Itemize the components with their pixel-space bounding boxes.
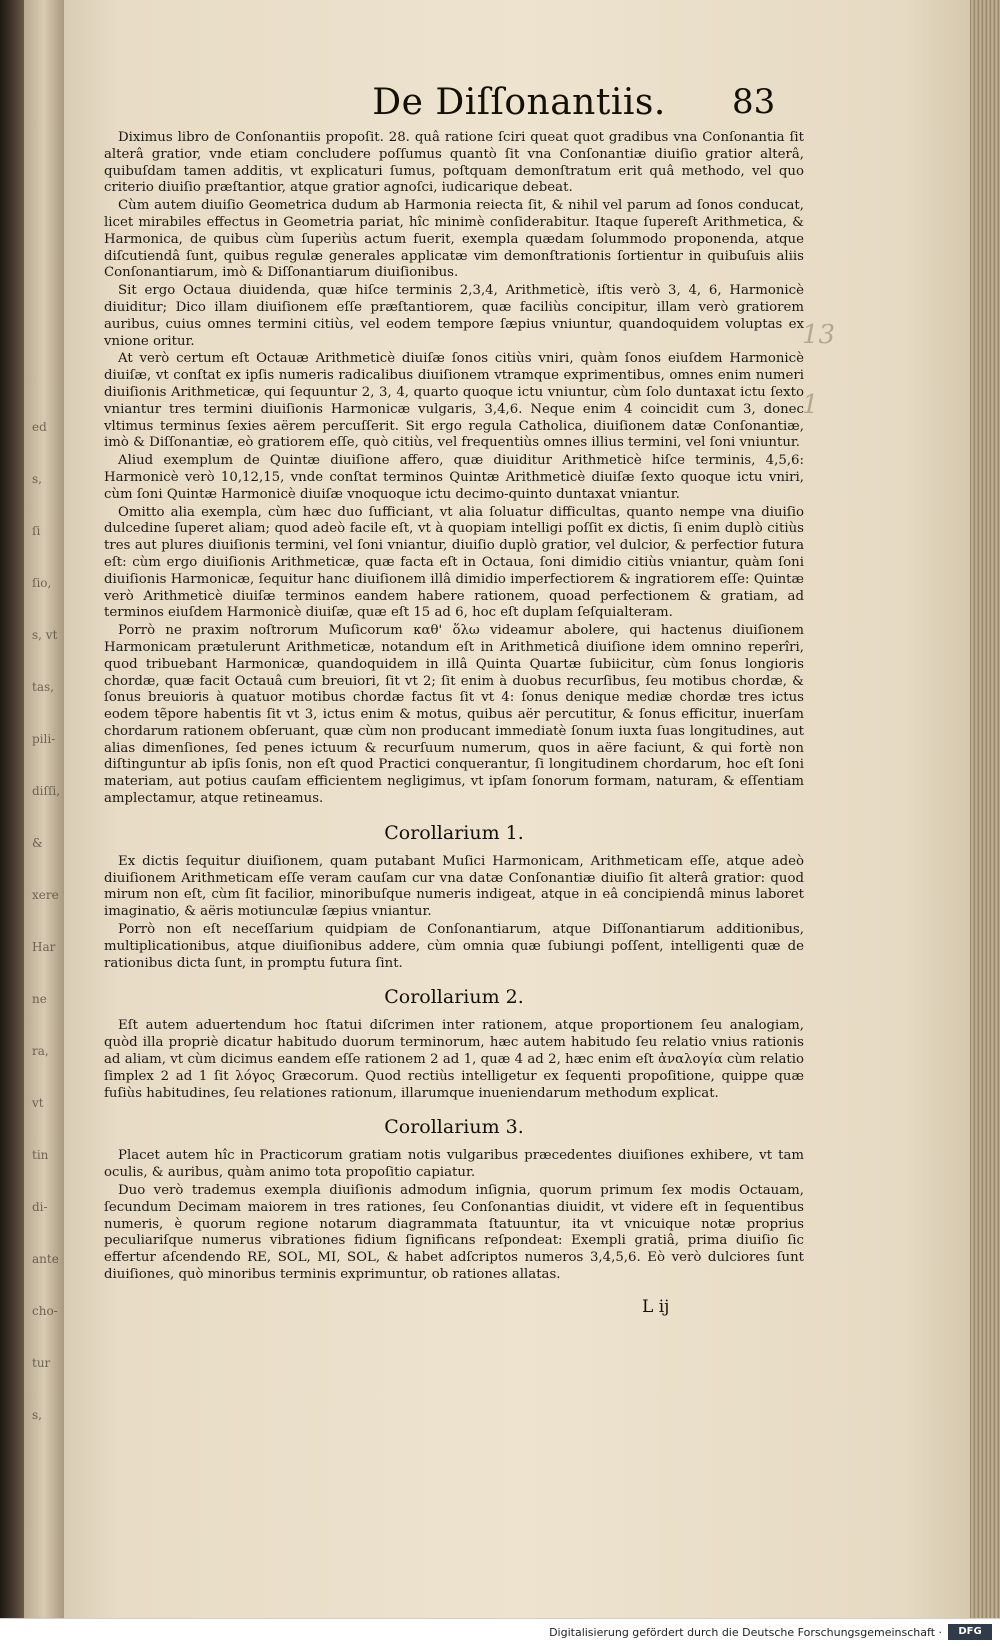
paragraph: Omitto alia exempla, cùm hæc duo ſufficiant, vt alia ſoluatur difficultas, quanto nempe vna diuiſio dulcedine ſuperet aliam; quod adeò facile eſt, vt à quopiam intelligi poſſit ex dictis, ſi enim duplò citiùs tres aut plures diuiſionis termini, vel ſoni vniantur, diuiſio duplò gratior, vel dulcior, & perfectior futura eſt: cùm ergo diuiſionis Arithmeticæ, quæ facta eſt in Octaua, ſoni dimidio citiùs vniantur, quàm ſoni diuiſionis Harmonicæ, ſequitur hanc diuiſionem illâ dimidio imperfectiorem & ingratiorem eſſe: Quintæ verò Arithmeticè diuiſæ terminos eandem habere rationem, quoad perfectionem & gratiam, ad terminos eiuſdem Harmonicè diuiſæ, quæ eſt 15 ad 6, hoc eſt duplam ſeſquialteram.: [104, 504, 804, 621]
paragraph: Aliud exemplum de Quintæ diuiſione affero, quæ diuiditur Arithmeticè hiſce terminis, 4,5,6: Harmonicè verò 10,12,15, vnde conſtat terminos Quintæ Arithmeticè diuiſæ ſexto quoque ictu vniri, cùm ſoni Quintæ Harmonicè diuiſæ vnoquoque ictu decimo-quinto duntaxat vniantur.: [104, 453, 804, 502]
margin-mark: 1: [802, 390, 819, 420]
left-page-fragment: vt: [32, 1096, 44, 1110]
paragraph: Porrò non eſt neceſſarium quidpiam de Conſonantiarum, atque Diſſonantiarum additionibus, multiplicationibus, atque diuiſionibus addere, cùm omnia quæ ſubiungi poſſent, intelligenti quæ de rationibus dicta ſunt, in promptu futura ſint.: [104, 922, 804, 971]
paragraph: At verò certum eſt Octauæ Arithmeticè diuiſæ ſonos citiùs vniri, quàm ſonos eiuſdem Harmonicè diuiſæ, vt conſtat ex ipſis numeris radicalibus diuiſionem vtramque exprimentibus, omnes enim numeri diuiſionis Arithmeticæ, qui ſequuntur 2, 3, 4, quarto quoque ictu vniuntur, cùm ſolo duntaxat ictu ſexto vniantur tres termini diuiſionis Harmonicæ vulgaris, 3,4,6. Neque enim 4 coincidit cum 3, donec vltimus terminus ſexies aërem percuſſerit. Sit ergo regula Catholica, diuiſionem datæ Conſonantiæ, imò & Diſſonantiæ, eò gratiorem eſſe, quò citiùs, vel frequentiùs omnes illius termini, vel ſoni vniuntur.: [104, 351, 804, 451]
signature-mark: L ij: [642, 1297, 670, 1317]
left-page-fragment: ra,: [32, 1044, 49, 1058]
paragraph: Duo verò trademus exempla diuiſionis admodum inſignia, quorum primum ſex modis Octauam, ſecundum Decimam maiorem in tres rationes, ſeu Conſonantias diuidit, vt videre eſt in ſequentibus numeris, è quorum regione notarum diagrammata ſtatuuntur, ita vt vnicuique notæ proprius peculiariſque numerus vibrationes fidium ſignificans reſpondeat: Exempli gratiâ, prima diuiſio ſic effertur aſcendendo RE, SOL, MI, SOL, & habet adſcriptos numeros 3,4,5,6. Eò verò dulciores ſunt diuiſiones, quò minoribus terminis exprimuntur, ob rationes allatas.: [104, 1183, 804, 1283]
left-page-fragment: diſſi,: [32, 784, 61, 798]
paragraph: Diximus libro de Conſonantiis propoſit. 28. quâ ratione ſciri queat quot gradibus vna Conſonantia ſit alterâ gratior, vnde etiam concludere poſſumus quantò ſit vna Conſonantiæ diuiſio gratior alterâ, quibuſdam tamen additis, vt explicaturi ſumus, poſtquam demonſtratum erit quâ methodo, vel quo criterio diuiſio præſtantior, atque gratior agnoſci, iudicarique debeat.: [104, 130, 804, 196]
corollary-1-heading: Corollarium 1.: [384, 821, 524, 844]
left-page-fragment: s, vt: [32, 628, 58, 642]
paragraph: Ex dictis ſequitur diuiſionem, quam putabant Muſici Harmonicam, Arithmeticam eſſe, atque adeò diuiſionem Arithmeticam eſſe veram cauſam cur vna datæ Conſonantiæ diuiſio ſit alterâ gratior: quod mirum non eſt, cùm ſit facilior, minoribuſque numeris indigeat, atque in eâ concipiendâ minus laboret imaginatio, & aëris motiunculæ ſæpius vniantur.: [104, 853, 804, 920]
page-body: [104, 130, 804, 1284]
left-page-fragment: ne: [32, 992, 47, 1006]
paragraph: Placet autem hîc in Practicorum gratiam notis vulgaribus præcedentes diuiſiones exhibere, vt tam oculis, & auribus, quàm animo tota propoſitio capiatur.: [104, 1148, 804, 1181]
digitization-footer: [0, 1618, 1000, 1646]
page-edges: [970, 0, 1000, 1618]
book-page: [64, 0, 977, 1618]
dfg-logo: DFG: [948, 1624, 992, 1640]
left-page-fragment: xere: [32, 888, 59, 902]
page-number: 83: [732, 82, 776, 122]
left-page-fragment: tas,: [32, 680, 54, 694]
left-page-fragment: di-: [32, 1200, 48, 1214]
left-page-fragment: ante: [32, 1252, 59, 1266]
corollary-1-text: [104, 854, 804, 973]
paragraph: Eſt autem aduertendum hoc ſtatui diſcrimen inter rationem, atque proportionem ſeu analogiam, quòd illa propriè dicatur habitudo duorum terminorum, hæc autem habitudo ſeu relatio vnius rationis ad aliam, vt cùm dicimus eandem eſſe rationem 2 ad 1, quæ 4 ad 2, hæc enim eſt ἀναλογία cùm relatio ſimplex 2 ad 1 ſit λόγος Græcorum. Quod rectiùs intelligetur ex ſequenti propoſitione, quippe quæ fuſiùs habitudines, ſeu relationes rationum, illarumque inueniendarum methodum explicat.: [104, 1018, 804, 1101]
left-page-fragment: tin: [32, 1148, 49, 1162]
corollary-3-text: [104, 1148, 804, 1283]
left-page-fragment: s,: [32, 1408, 42, 1422]
left-page-fragment: &: [32, 836, 43, 850]
paragraph: Cùm autem diuiſio Geometrica dudum ab Harmonia reiecta ſit, & nihil vel parum ad ſonos conducat, licet mirabiles effectus in Geometria pariat, hîc minimè conſiderabitur. Itaque ſupereſt Arithmetica, & Harmonica, de quibus cùm ſuperiùs actum fuerit, exempla quædam ſolummodo proponenda, atque diſcutiendâ ſunt, quibus regulæ generales applicatæ vim demonſtrationis ſortientur in quibuſuis aliis Conſonantiarum, imò & Diſſonantiarum diuiſionibus.: [104, 198, 804, 281]
paragraph: Porrò ne praxim noſtrorum Muſicorum καθ' ὅλω videamur abolere, qui hactenus diuiſionem Harmonicam prætulerunt Arithmeticæ, notandum eſt in Arithmeticâ diuiſione idem omnino reperîri, quod tribuebant Harmonicæ, quandoquidem in illâ Quinta Quartæ ſubiicitur, cùm ſonus longioris chordæ, quæ facit Octauâ cum breuiori, ſit vt 2; ſit enim à duobus recurſibus, ſeu motibus chordæ, & ſonus breuioris à quatuor motibus chordæ factus ſit vt 4: ſonus denique mediæ chordæ tres ictus eodem tẽpore habentis ſit vt 3, ictus enim & motus, quibus aër percutitur, & ſonus efficitur, inuerſam chordarum rationem obſeruant, quæ cùm non producant immediatè ſonum iuxta ſuas longitudines, aut alias dimenſiones, ſed penes ictuum & recurſuum numerum, quos in aëre faciunt, & qui fortè non diſtinguntur ab ipſis ſonis, non eſt quod Practici conquerantur, ſi longitudinem chordarum, hoc eſt ſoni materiam, aut potius cauſam efficientem negligimus, vt ipſam ſonorum formam, naturam, & eſſentiam amplectamur, atque retineamus.: [104, 623, 804, 807]
book-binding: [0, 0, 24, 1645]
footer-credit: Digitalisierung gefördert durch die Deutsche Forschungsgemeinschaft ·: [549, 1626, 942, 1639]
main-text: [104, 130, 804, 808]
running-title: De Diſſonantiis.: [372, 82, 666, 123]
left-page-fragment: Har: [32, 940, 56, 954]
left-page-fragment: cho-: [32, 1304, 58, 1318]
left-page-fragment: s,: [32, 472, 42, 486]
margin-annotations: [802, 320, 842, 420]
paragraph: Sit ergo Octaua diuidenda, quæ hiſce terminis 2,3,4, Arithmeticè, iſtis verò 3, 4, 6, Harmonicè diuiditur; Dico illam diuiſionem eſſe præſtantiorem, quæ faciliùs concipitur, illam verò gratiorem auribus, cuius omnes termini citiùs, vel eodem tempore ſæpius vniuntur, quandoquidem voluptas ex vnione oritur.: [104, 283, 804, 349]
left-page-fragment: pili-: [32, 732, 56, 746]
left-page-fragment: ſio,: [32, 576, 52, 590]
corollary-2-heading: Corollarium 2.: [384, 986, 524, 1009]
corollary-2-text: [104, 1018, 804, 1102]
left-page-fragment: ed: [32, 420, 47, 434]
margin-mark: 13: [802, 320, 836, 350]
left-page-fragment: tur: [32, 1356, 51, 1370]
corollary-3-heading: Corollarium 3.: [384, 1116, 524, 1139]
page-header: [64, 82, 977, 132]
left-page-edge: [24, 0, 64, 1645]
left-page-fragment: ſi: [32, 524, 41, 538]
